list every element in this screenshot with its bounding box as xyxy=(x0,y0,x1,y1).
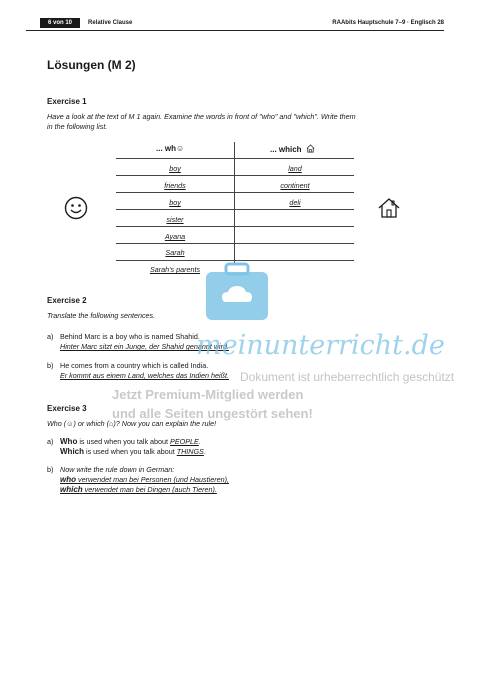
watermark-site: meinunterricht.de xyxy=(196,330,445,361)
who-word: Sarah xyxy=(165,248,185,257)
page-title: Lösungen (M 2) xyxy=(47,58,136,72)
exercise2-heading: Exercise 2 xyxy=(47,296,87,305)
who-word: Ayana xyxy=(164,232,186,241)
who-answer: PEOPLE xyxy=(170,437,199,446)
header-publication: RAAbits Hauptschule 7–9 · Englisch 28 xyxy=(332,20,444,26)
watermark-protected: Dokument ist urheberrechtlich geschützt xyxy=(240,370,455,384)
row-divider xyxy=(116,158,354,159)
row-divider xyxy=(116,260,354,261)
watermark-premium-line2: und alle Seiten ungestört sehen! xyxy=(112,406,313,421)
which-keyword: Which xyxy=(60,447,84,456)
which-column-header xyxy=(270,144,315,154)
row-divider xyxy=(116,175,354,176)
who-german-rule-text: verwendet man bei Personen (und Haustieren), xyxy=(76,475,230,484)
exercise3-heading: Exercise 3 xyxy=(47,404,87,413)
german-translation: Hinter Marc sitzt ein Junge, der Shahid genannt wird. xyxy=(60,342,229,351)
which-rule-line: Which is used when you talk about THINGS. xyxy=(60,447,206,456)
who-keyword-german: who xyxy=(60,475,76,484)
item-label: b) xyxy=(47,465,54,474)
exercise1-instruction-line1: Have a look at the text of M 1 again. Examine the words in front of "who" and "which". Write them xyxy=(47,112,356,121)
exercise1-instruction-line2: in the following list. xyxy=(47,122,108,131)
which-keyword-german: which xyxy=(60,485,83,494)
who-word: sister xyxy=(166,215,184,224)
german-translation: Er kommt aus einem Land, welches das Indien heißt. xyxy=(60,371,229,380)
who-word: boy xyxy=(169,164,181,173)
page-indicator: 6 von 10 xyxy=(40,18,80,28)
row-divider xyxy=(116,209,354,210)
word-list-table xyxy=(116,142,354,278)
page-header xyxy=(26,16,444,31)
which-german-rule-text: verwendet man bei Dingen (auch Tieren). xyxy=(82,485,217,494)
who-word: boy xyxy=(169,198,181,207)
english-sentence: Behind Marc is a boy who is named Shahid. xyxy=(60,332,200,341)
which-german-rule xyxy=(60,485,217,495)
exercise2-instruction: Translate the following sentences. xyxy=(47,311,156,320)
english-sentence: He comes from a country which is called India. xyxy=(60,361,209,370)
watermark-premium-line1: Jetzt Premium-Mitglied werden xyxy=(112,387,304,402)
which-header-label: ... which xyxy=(270,145,302,154)
who-column-header: ... wh☺ xyxy=(156,144,185,153)
who-word: Sarah's parents xyxy=(149,265,201,274)
small-house-icon xyxy=(306,144,315,153)
which-rule-text: is used when you talk about xyxy=(84,447,177,456)
who-rule-text: is used when you talk about xyxy=(77,437,171,446)
who-word: friends xyxy=(164,181,186,190)
which-word: deli xyxy=(289,198,301,207)
column-divider xyxy=(234,142,235,264)
which-word: land xyxy=(288,164,302,173)
item-b-instruction: Now write the rule down in German: xyxy=(60,465,175,474)
who-german-rule xyxy=(60,475,229,485)
exercise3-instruction: Who (☺) or which (⌂)? Now you can explain the rule! xyxy=(47,419,217,428)
item-label: b) xyxy=(47,361,54,370)
which-answer: THINGS xyxy=(176,447,204,456)
who-rule-line: Who is used when you talk about PEOPLE. xyxy=(60,437,201,446)
briefcase-watermark-icon xyxy=(204,262,270,322)
item-label: a) xyxy=(47,332,54,341)
house-icon xyxy=(377,196,401,220)
row-divider xyxy=(116,192,354,193)
who-keyword: Who xyxy=(60,437,78,446)
which-word: continent xyxy=(280,181,310,190)
row-divider xyxy=(116,243,354,244)
item-label: a) xyxy=(47,437,54,446)
exercise1-heading: Exercise 1 xyxy=(47,97,87,106)
smiley-icon xyxy=(64,196,88,220)
row-divider xyxy=(116,226,354,227)
header-topic: Relative Clause xyxy=(88,20,133,26)
